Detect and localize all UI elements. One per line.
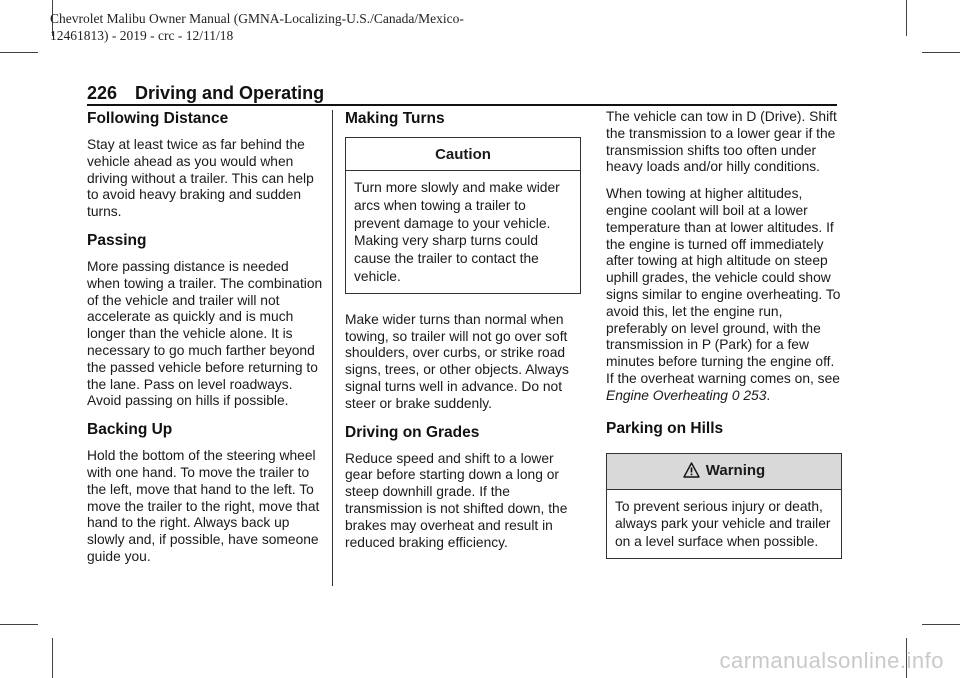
engine-overheating-link[interactable] bbox=[606, 388, 766, 403]
warning-triangle-icon bbox=[683, 462, 700, 482]
crop-mark bbox=[0, 52, 38, 53]
crop-mark bbox=[52, 638, 53, 678]
drive-mode-text: The vehicle can tow in D (Drive). Shift the transmission to a lower gear if the transmission shifts too often under heavy loads and/or hilly conditions. bbox=[606, 109, 837, 175]
following-distance-text: Stay at least twice as far behind the vehicle ahead as you would when driving without a trailer. This can help to avoid heavy braking and sudden turns. bbox=[87, 137, 314, 220]
page-reference-icon: 0 bbox=[731, 387, 740, 403]
sentence-period: . bbox=[766, 387, 771, 403]
backing-up-text: Hold the bottom of the steering wheel with one hand. To move the trailer to the left, move that hand to the left. To move the trailer to the right, move that hand to the right. Always back up slowly and, if possible, have someone guide you. bbox=[87, 448, 320, 564]
high-altitude-body: When towing at higher altitudes, engine coolant will boil at a lower temperature than at lower altitudes. If the engine is turned off immediately after towing at high altitude on steep uphill grades, the vehicle could show signs similar to engine overheating. To avoid this, let the engine run, preferably on level ground, with the transmission in P (Park) for a few minutes before turning the engine off. If the overheat warning comes on, see bbox=[606, 186, 841, 386]
crop-mark bbox=[0, 624, 38, 625]
column-divider bbox=[332, 110, 333, 586]
crop-mark bbox=[922, 624, 960, 625]
section-title-driving-on-grades: Driving on Grades bbox=[345, 423, 480, 441]
engine-overheating-page: 253 bbox=[743, 387, 767, 403]
page-title: Driving and Operating bbox=[135, 83, 325, 103]
warning-header bbox=[607, 454, 841, 490]
column-middle bbox=[345, 109, 581, 561]
crop-mark bbox=[906, 0, 907, 36]
caution-text: Turn more slowly and make wider arcs when towing a trailer to prevent damage to your vehicle. Making very sharp turns could cause the trailer to contact the vehicle. bbox=[354, 180, 560, 284]
document-header-line1: Chevrolet Malibu Owner Manual (GMNA-Localizing-U.S./Canada/Mexico- bbox=[50, 11, 464, 26]
document-header bbox=[50, 10, 464, 44]
warning-title: Warning bbox=[705, 461, 766, 479]
section-title-making-turns: Making Turns bbox=[345, 110, 445, 127]
watermark: carmanualsonline.info bbox=[719, 648, 944, 673]
warning-text: To prevent serious injury or death, always park your vehicle and trailer on a level surface when possible. bbox=[615, 498, 831, 550]
driving-on-grades-text: Reduce speed and shift to a lower gear before starting down a long or steep downhill grade. If the transmission is not shifted down, the brakes may overheat and result in reduced braking efficiency. bbox=[345, 450, 568, 550]
page-number: 226 bbox=[87, 83, 118, 103]
high-altitude-text bbox=[606, 186, 842, 404]
section-title-passing: Passing bbox=[87, 231, 147, 249]
crop-mark bbox=[922, 52, 960, 53]
caution-title: Caution bbox=[346, 138, 580, 171]
page-heading bbox=[87, 83, 324, 104]
passing-text: More passing distance is needed when towing a trailer. The combination of the vehicle and trailer will not accelerate as quickly and is much longer than the vehicle alone. It is necessary to go much farther beyond the passed vehicle before returning to the lane. Pass on level roadways. Avoid passing on hills if possible. bbox=[87, 258, 323, 409]
section-title-following-distance: Following Distance bbox=[87, 110, 229, 127]
column-left bbox=[87, 109, 323, 576]
section-title-parking-on-hills: Parking on Hills bbox=[606, 419, 724, 437]
caution-box bbox=[345, 137, 581, 294]
warning-box bbox=[606, 453, 842, 559]
heading-rule bbox=[87, 104, 837, 106]
section-title-backing-up: Backing Up bbox=[87, 421, 173, 439]
column-right bbox=[606, 109, 842, 577]
engine-overheating-link-label: Engine Overheating bbox=[606, 387, 728, 403]
document-header-line2: 12461813) - 2019 - crc - 12/11/18 bbox=[50, 28, 234, 43]
making-turns-text: Make wider turns than normal when towing, so trailer will not go over soft shoulders, over curbs, or strike road signs, trees, or other objects. Always signal turns well in advance. Do not steer or brake suddenly. bbox=[345, 311, 569, 411]
